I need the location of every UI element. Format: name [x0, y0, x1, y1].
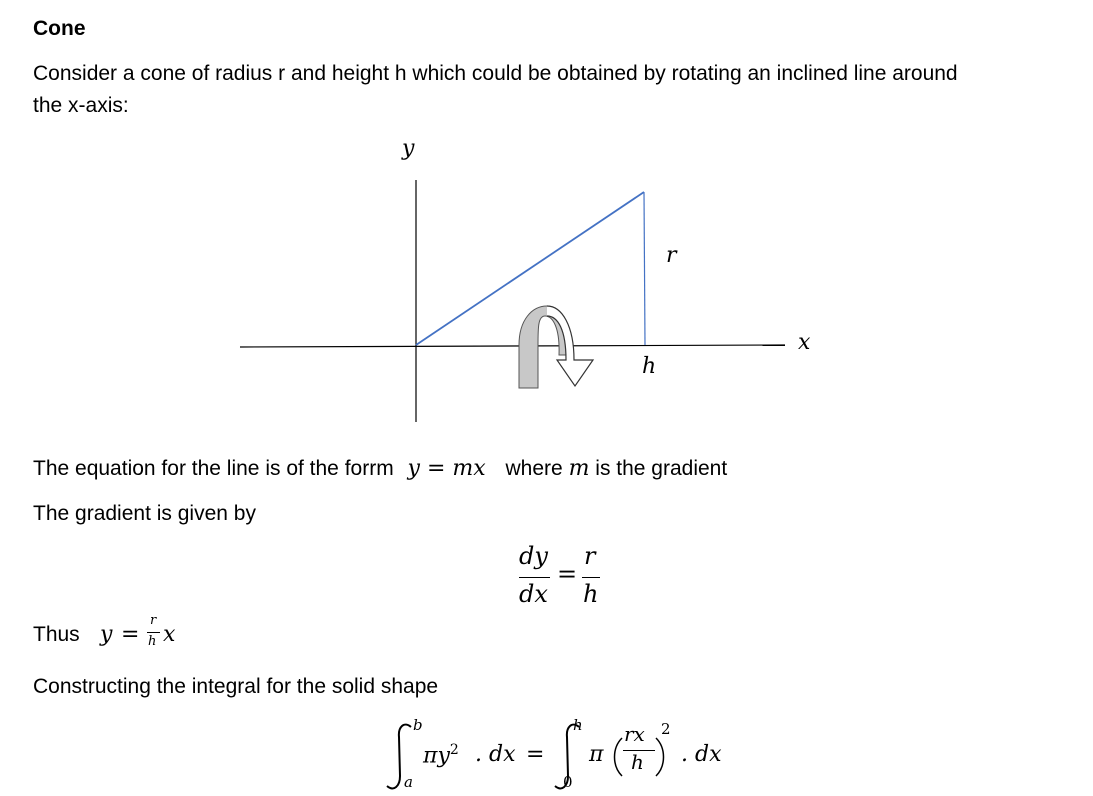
y-axis-label: y	[402, 136, 415, 161]
gradient-den-right: h	[583, 580, 599, 608]
thus-word: Thus	[33, 623, 80, 646]
gradient-text: The gradient is given by	[33, 502, 256, 525]
integral-lower-0: 0	[563, 773, 573, 791]
thus-y: y	[100, 622, 113, 647]
intro-line-1: Consider a cone of radius r and height h which could be obtained by rotating an inclined line around	[33, 62, 958, 85]
integral-exp: 2	[661, 720, 671, 738]
integral-upper-h: h	[573, 716, 583, 734]
equation-prefix: The equation for the line is of the forrm	[33, 457, 394, 480]
equation-middle: where	[505, 457, 563, 480]
integral-num: rx	[624, 722, 645, 746]
thus-x: x	[163, 622, 176, 647]
intro-line-2: the x-axis:	[33, 94, 129, 117]
gradient-den-left: dx	[519, 580, 548, 608]
page-title: Cone	[33, 17, 86, 40]
x-axis-label: x	[798, 330, 811, 355]
gradient-num-right: r	[584, 542, 596, 570]
integral-lower-a: a	[404, 773, 413, 791]
integral-upper-b: b	[413, 716, 423, 734]
thus-den: h	[148, 634, 157, 649]
integral-lhs-dx: . dx	[475, 742, 516, 767]
thus-num: r	[150, 613, 157, 628]
close-paren-icon	[656, 738, 664, 776]
integral-lhs	[423, 742, 459, 768]
integral-den: h	[631, 750, 644, 774]
constructing-text: Constructing the integral for the solid shape	[33, 675, 439, 698]
thus-equals: =	[121, 622, 140, 647]
equation-suffix: is the gradient	[595, 457, 728, 480]
integral-equals: =	[526, 742, 545, 767]
integral-dx: . dx	[681, 742, 722, 767]
gradient-symbol: m	[568, 456, 590, 481]
integral-lhs-exp: 2	[449, 742, 459, 758]
integral-pi: π	[589, 742, 604, 767]
radius-label: r	[666, 243, 677, 268]
height-label: h	[642, 354, 657, 379]
gradient-num-left: dy	[519, 542, 548, 570]
line-equation: y = mx	[407, 456, 486, 481]
open-paren-icon	[615, 738, 623, 776]
gradient-equals: =	[557, 560, 578, 588]
integral-lhs-body: πy	[423, 743, 450, 769]
